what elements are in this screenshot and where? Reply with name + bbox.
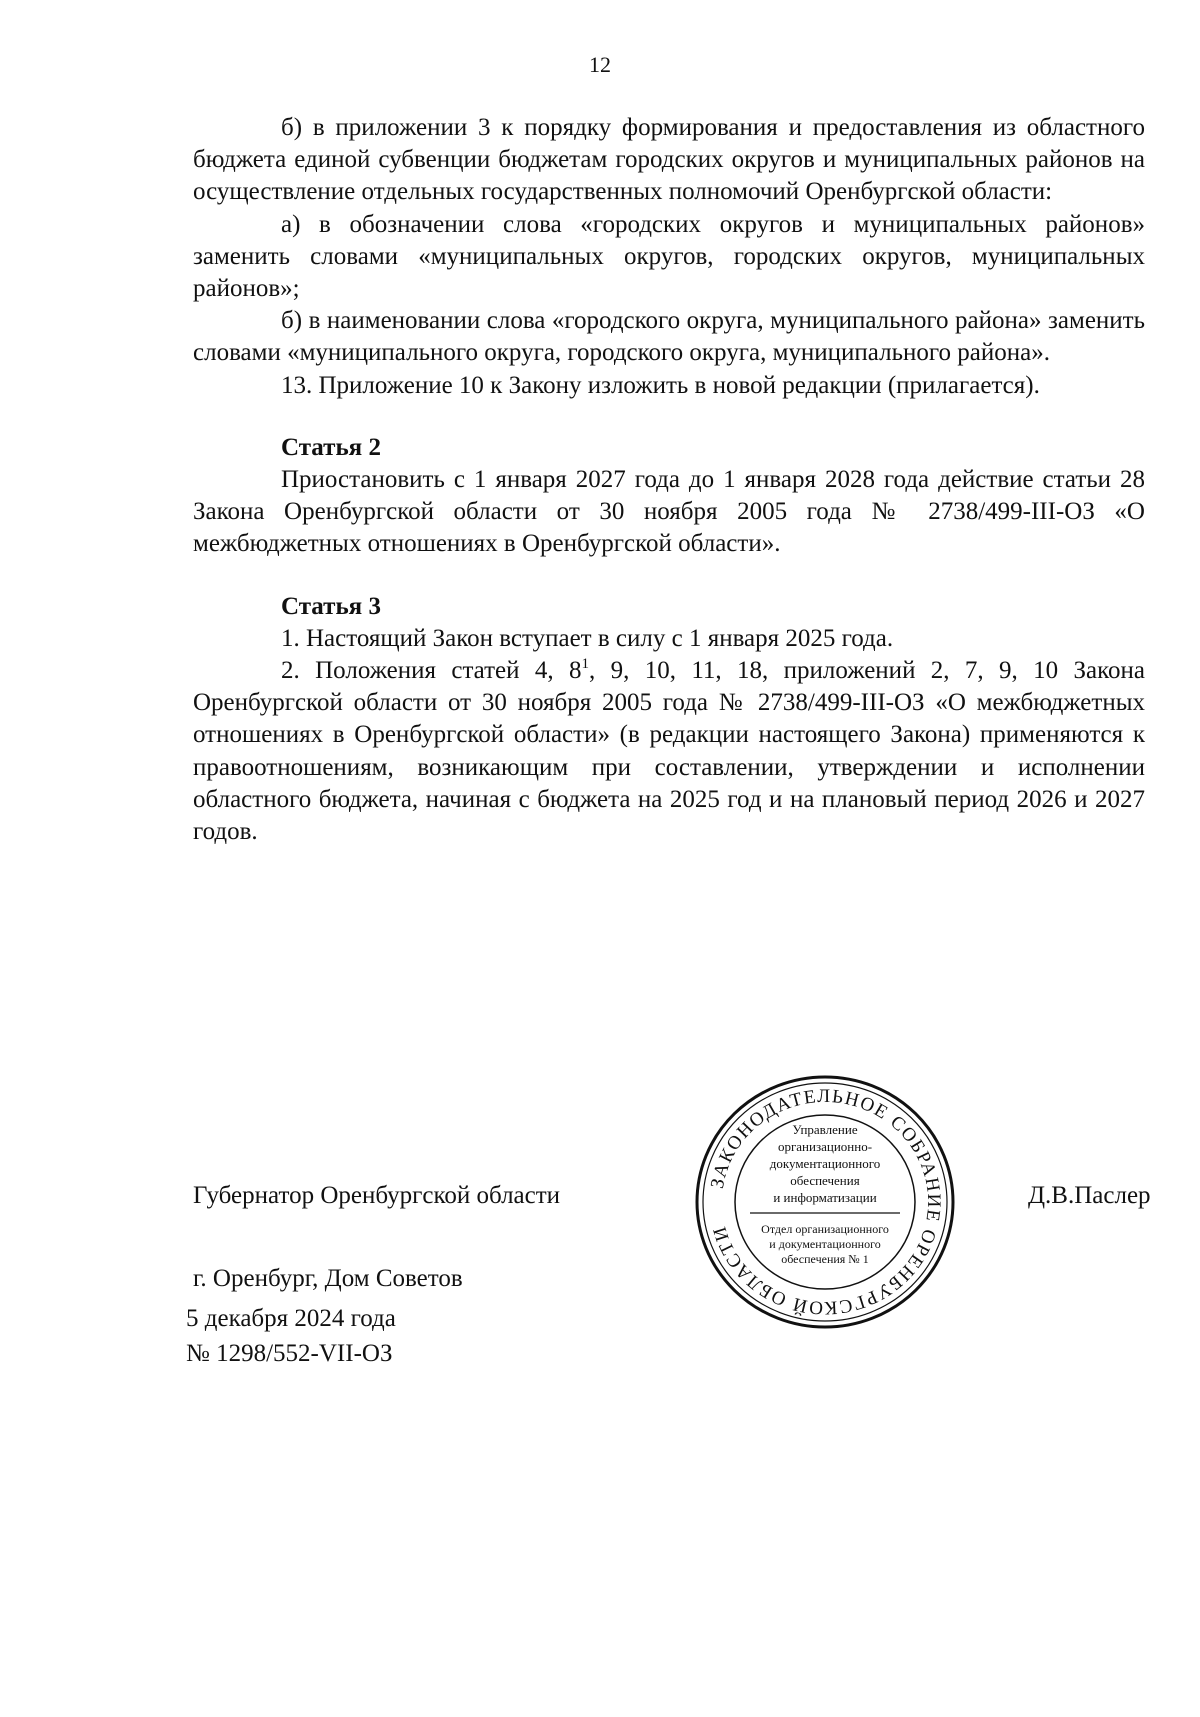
superscript: 1	[581, 656, 590, 673]
paragraph-subitem-a: а) в обозначении слова «городских округов и муниципальных районов» заменить словами «муниципальных округов, городских округов, муниципальных районов»;	[193, 210, 1145, 303]
stamp-upper-line: Управление	[792, 1122, 858, 1137]
page-number: 12	[589, 52, 611, 77]
article-3-item-1: 1. Настоящий Закон вступает в силу с 1 января 2025 года.	[281, 624, 894, 652]
stamp-upper-line: обеспечения	[790, 1173, 860, 1188]
stamp-upper-line: организационно-	[777, 1139, 873, 1154]
article-2-heading: Статья 2	[281, 433, 381, 461]
stamp-lower-line: Отдел организационного	[761, 1222, 889, 1236]
article-3-item-2	[193, 655, 1145, 848]
stamp-ring-text: ЗАКОНОДАТЕЛЬНОЕ СОБРАНИЕ ОРЕНБУРГСКОЙ ОБЛАСТИ	[706, 1085, 945, 1319]
signing-place: г. Оренбург, Дом Советов	[193, 1265, 463, 1292]
stamp-lower-line: обеспечения № 1	[781, 1252, 869, 1266]
article-3-heading: Статья 3	[281, 592, 381, 620]
governor-title: Губернатор Оренбургской области	[193, 1182, 561, 1209]
signing-date: 5 декабря 2024 года	[186, 1305, 396, 1332]
paragraph-item-13: 13. Приложение 10 к Закону изложить в новой редакции (прилагается).	[281, 371, 1040, 399]
stamp-seal-graphic	[692, 1072, 958, 1332]
paragraph-appendix-3: б) в приложении 3 к порядку формирования и предоставления из областного бюджета единой субвенции бюджетам городских округов и муниципальных районов на осуществление отдельных государственных полномочий Оренбургской области:	[193, 114, 1145, 206]
law-number: № 1298/552-VII-ОЗ	[186, 1340, 393, 1367]
stamp-upper-line: документационного	[769, 1156, 881, 1171]
article-3-item-2-start: 2. Положения статей 4, 8	[281, 657, 582, 685]
official-stamp	[692, 1072, 958, 1332]
paragraph-subitem-b: б) в наименовании слова «городского округа, муниципального района» заменить словами «муниципального округа, городского округа, муниципального района».	[193, 307, 1145, 367]
signer-name: Д.В.Паслер	[1028, 1182, 1151, 1209]
article-3-item-2-rest: , 9, 10, 11, 18, приложений 2, 7, 9, 10 Закона Оренбургской области от 30 ноября 2005 года № 2738/499-III-ОЗ «О межбюджетных отношениях в Оренбургской области» (в редакции настоящего Закона) применяются к правоотношениям, возникающим при составлении, утверждении и исполнении областного бюджета, начиная с бюджета на 2025 год и на плановый период 2026 и 2027 годов.	[193, 657, 1145, 846]
stamp-lower-line: и документационного	[769, 1237, 881, 1251]
stamp-upper-line: и информатизации	[773, 1190, 877, 1205]
document-body	[193, 112, 1145, 848]
article-2-text: Приостановить с 1 января 2027 года до 1 января 2028 года действие статьи 28 Закона Оренбургской области от 30 ноября 2005 года № 2738/499-III-ОЗ «О межбюджетных отношениях в Оренбургской области».	[193, 466, 1145, 558]
